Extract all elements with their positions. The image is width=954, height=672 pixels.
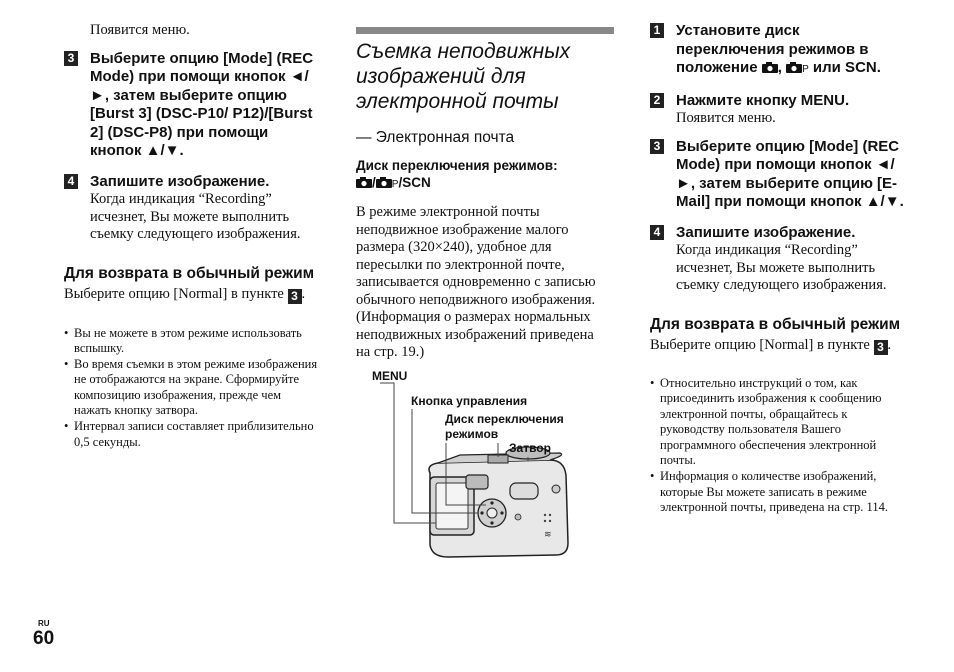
program-letter: P bbox=[391, 179, 399, 190]
svg-text:≋: ≋ bbox=[544, 529, 552, 539]
body-text: В режиме электронной почты неподвижное изображение малого размера (320×240), удобное для пересылки по электронной почте, записывается одновременно с записью обычного неподвижного изображения. (Информация о размерах нормальных неподвижных изображений приведена на стр. 19.) bbox=[356, 204, 596, 360]
step-number: 3 bbox=[64, 51, 78, 66]
page-number: 60 bbox=[33, 628, 55, 649]
step-4-text: Когда индикация “Recording” исчезнет, Вы можете выполнить съемку следующего изображения. bbox=[90, 191, 301, 242]
step-number: 4 bbox=[650, 225, 664, 240]
step-4-title: Запишите изображение. bbox=[676, 223, 856, 241]
mode-dial-label: Диск переключения режимов bbox=[445, 412, 564, 441]
left-column bbox=[64, 22, 322, 450]
step-number: 4 bbox=[64, 174, 78, 189]
note-item: • Вы не можете в этом режиме использовать вспышку. bbox=[64, 326, 320, 357]
return-tail: . bbox=[301, 285, 306, 302]
step-4-text: Когда индикация “Recording” исчезнет, Вы можете выполнить съемку следующего изображения. bbox=[676, 242, 887, 293]
camera-icon bbox=[356, 177, 372, 188]
step-2-text: Появится меню. bbox=[676, 110, 776, 126]
dial-value-text: /SCN bbox=[398, 175, 431, 190]
camera-program-icon bbox=[786, 62, 802, 73]
return-heading: Для возврата в обычный режим bbox=[650, 315, 901, 333]
step-1: 1 Установите диск переключения режимов в положение , P или SCN. bbox=[650, 22, 910, 80]
step-number: 2 bbox=[650, 93, 664, 108]
notes-list bbox=[650, 376, 908, 516]
middle-column bbox=[356, 27, 614, 362]
dial-value: / P/SCN bbox=[356, 174, 614, 193]
step-number-ref: 3 bbox=[288, 289, 302, 304]
step-3-text: Выберите опцию [Mode] (REC Mode) при помощи кнопок ◄/►, затем выберите опцию [E-Mail] при помощи кнопок ▲/▼. bbox=[676, 137, 904, 210]
subtitle: — Электронная почта bbox=[356, 129, 515, 146]
step-1-text: Установите диск переключения режимов в положение bbox=[676, 22, 869, 76]
step-4-title: Запишите изображение. bbox=[90, 172, 270, 190]
step-number: 1 bbox=[650, 23, 664, 38]
return-text bbox=[64, 286, 310, 304]
step-3-text: Выберите опцию [Mode] (REC Mode) при помощи кнопок ◄/►, затем выберите опцию [Burst 3] (DSC-P10/ P12)/[Burst 2] (DSC-P8) при помощи кнопок ▲/▼. bbox=[90, 49, 314, 159]
return-heading: Для возврата в обычный режим bbox=[64, 264, 315, 282]
menu-appears-text: Появится меню. bbox=[90, 22, 190, 38]
menu-button-label: MENU bbox=[372, 369, 408, 383]
return-text bbox=[650, 337, 900, 355]
step-3 bbox=[64, 50, 322, 161]
step-1-text-end: или SCN. bbox=[812, 59, 881, 76]
step-2-title: Нажмите кнопку MENU. bbox=[676, 91, 850, 109]
camera-icon bbox=[762, 62, 778, 73]
return-tail: . bbox=[887, 336, 892, 353]
step-4 bbox=[650, 224, 910, 295]
note-item: • Информация о количестве изображений, которые Вы можете записать в режиме электронной почты, приведена на стр. 114. bbox=[650, 469, 908, 516]
note-item: • Интервал записи составляет приблизительно 0,5 секунды. bbox=[64, 419, 320, 450]
title-bar bbox=[356, 27, 614, 34]
camera-illustration bbox=[360, 365, 610, 565]
note-item: • Относительно инструкций о том, как присоединить изображения к сообщению электронной почты, обращайтесь к руководству пользователя Вашего программного обеспечения электронной почты. bbox=[650, 376, 908, 470]
step-3 bbox=[650, 138, 910, 212]
camera-program-icon bbox=[376, 177, 392, 188]
shutter-label: Затвор bbox=[509, 441, 551, 455]
return-text-body: Выберите опцию [Normal] в пункте bbox=[650, 336, 870, 353]
right-column bbox=[650, 22, 910, 516]
dial-label: Диск переключения режимов: bbox=[356, 158, 558, 173]
step-2 bbox=[650, 92, 910, 128]
control-button-label: Кнопка управления bbox=[411, 394, 528, 408]
notes-list bbox=[64, 326, 320, 451]
return-text-body: Выберите опцию [Normal] в пункте bbox=[64, 285, 284, 302]
note-item: • Во время съемки в этом режиме изображения не отображаются на экране. Сформируйте композицию изображения, прежде чем нажать кнопку затвора. bbox=[64, 357, 320, 419]
program-letter: P bbox=[802, 64, 809, 75]
page-title: Съемка неподвижных изображений для электронной почты bbox=[356, 40, 571, 113]
step-4 bbox=[64, 173, 322, 244]
step-number: 3 bbox=[650, 139, 664, 154]
step-number-ref: 3 bbox=[874, 340, 888, 355]
page-lang: RU bbox=[38, 619, 50, 628]
